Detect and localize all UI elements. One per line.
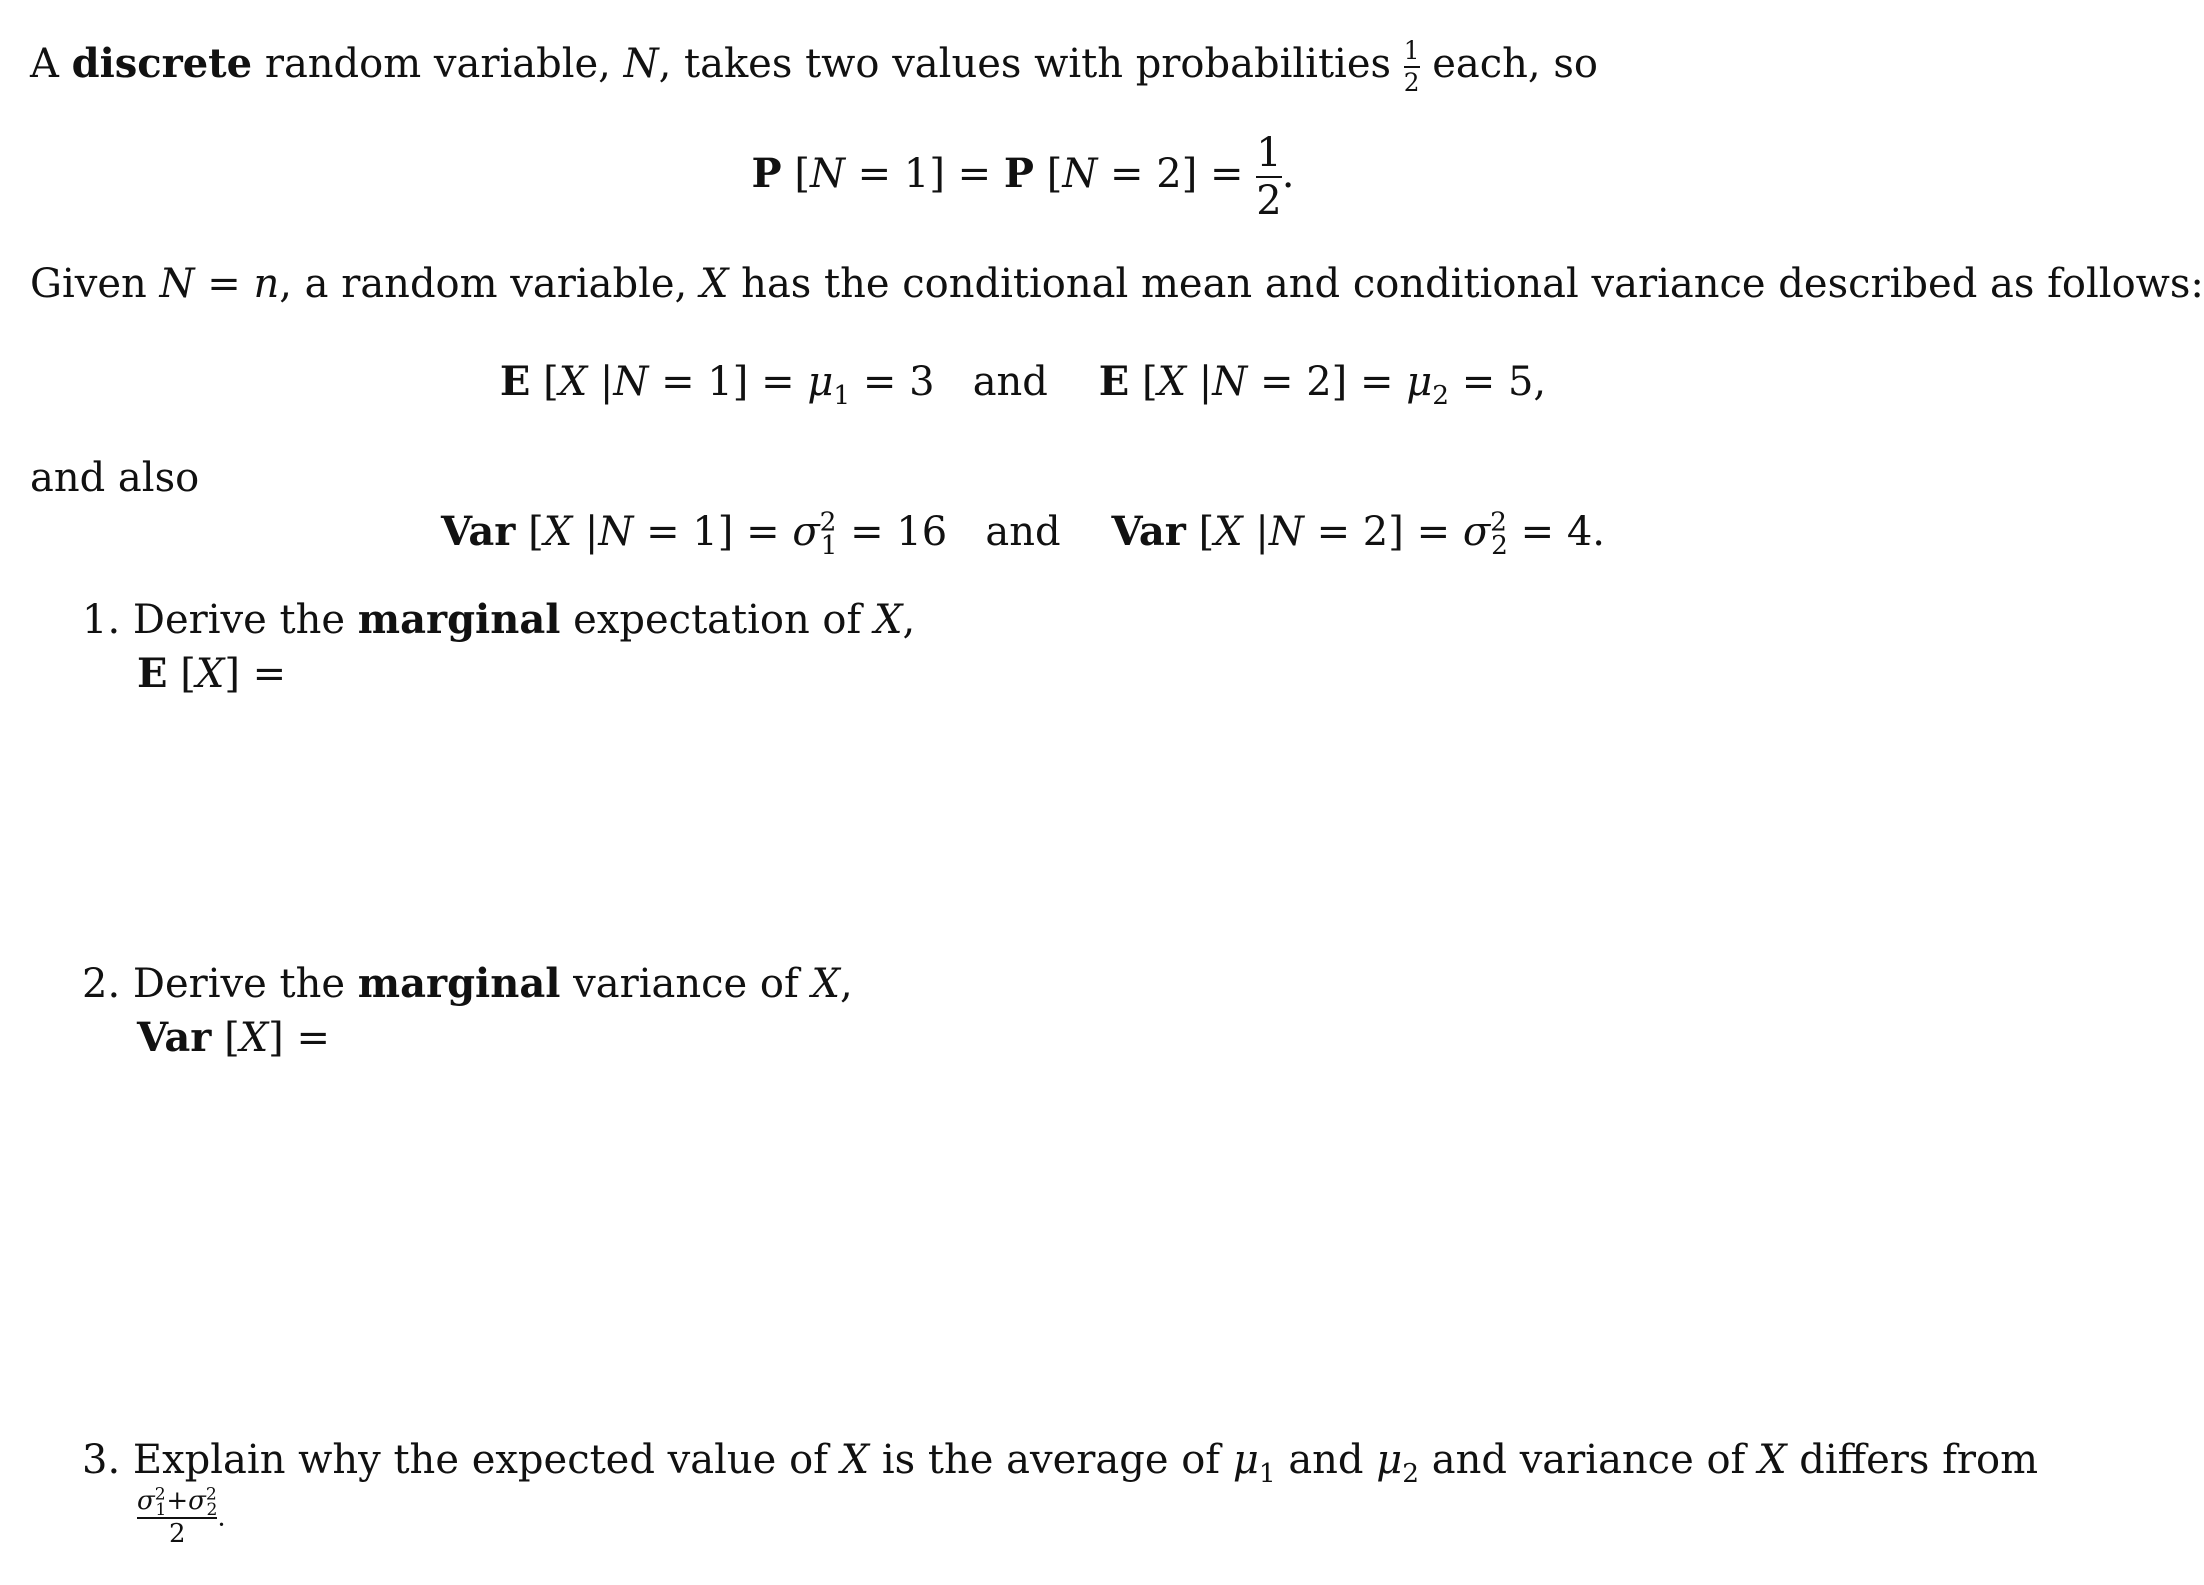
conditional-mean-equation: E [X $|N = 1] = \mu_1 = 3$ and E [X $|N = 2] = \mu_2 = 5$,	[499, 358, 1547, 411]
question-number: 3.	[82, 1437, 121, 1483]
question-3: 3. Explain why the expected value of X is the average of $\mu_1$ and $\mu_2$ and variance of X differs from	[82, 1437, 2039, 1489]
intro-paragraph: A discrete random variable, N, takes two values with probabilities $\frac{1}{2}$ each, so	[30, 36, 1598, 98]
conditional-paragraph: Given N = n, a random variable, X has the conditional mean and conditional variance described as follows:	[30, 261, 2204, 307]
probability-equation: P [N = 1] = P [N = 2] = $\frac{1}{2}$ .	[751, 130, 1295, 224]
conditional-variance-equation: Var [X $|N = 1] = \sigma^2_1 = 16$ and Var [X $|N = 2] = \sigma^2_2 = 4$.	[441, 506, 1605, 561]
question-number: 1.	[82, 597, 121, 643]
and-also-text: and also	[30, 455, 200, 501]
question-2: 2. Derive the marginal variance of X,	[82, 960, 853, 1007]
question-2-answer-line: Var [X] =	[137, 1014, 331, 1061]
half-fraction: $\frac{1}{2}$	[1403, 36, 1420, 98]
sigma-average-fraction: $\frac{\sigma^2_1+\sigma^2_2}{2}$ .	[137, 1484, 226, 1550]
question-number: 2.	[82, 961, 121, 1007]
question-1: 1. Derive the marginal expectation of X,	[82, 596, 916, 643]
question-1-answer-line: E [X] =	[137, 650, 287, 697]
